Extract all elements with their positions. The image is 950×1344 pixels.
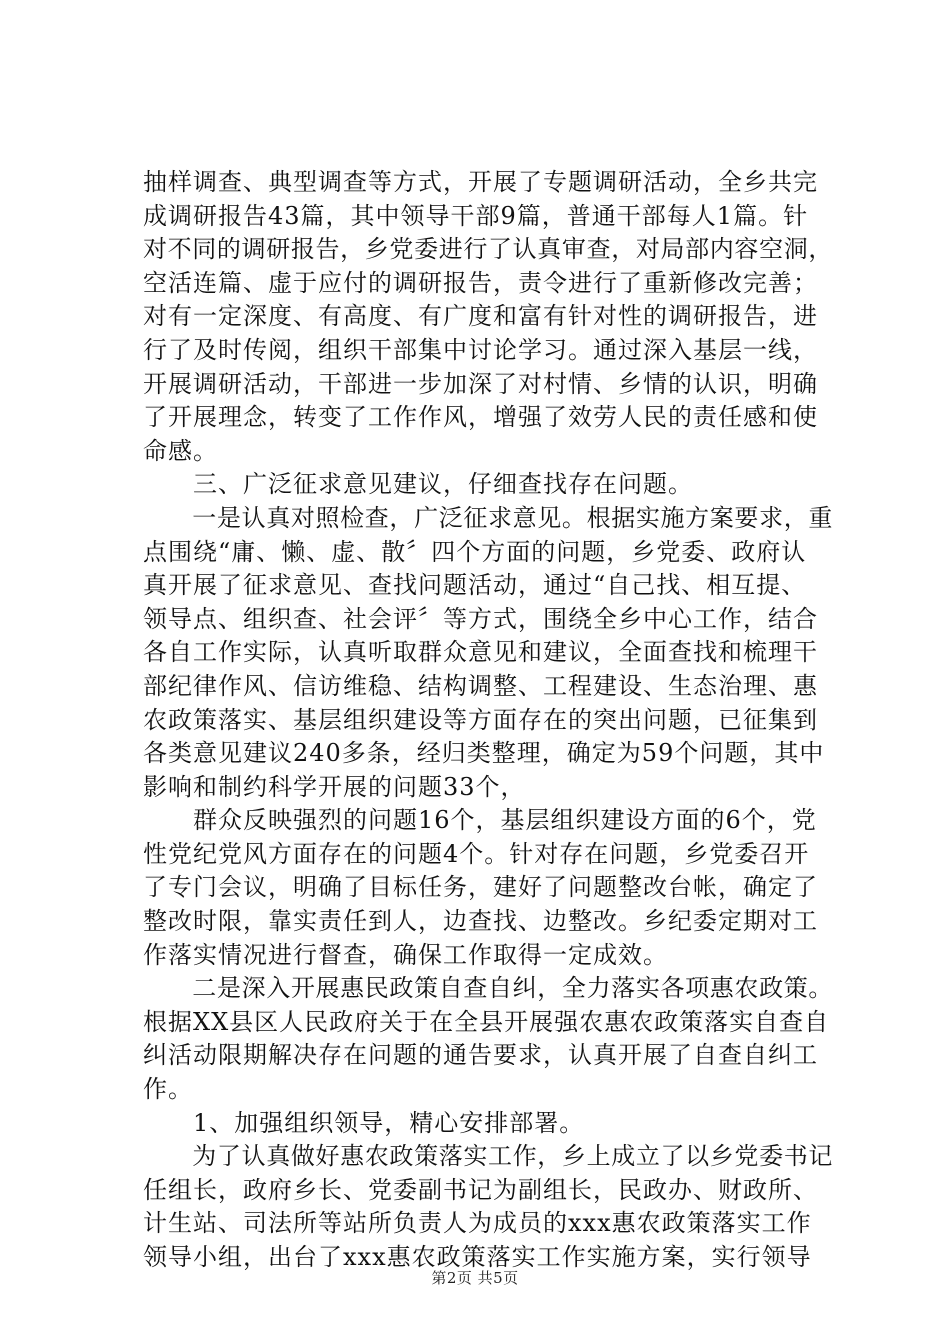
text-line: 农政策落实、基层组织建设等方面存在的突出问题，已征集到 bbox=[143, 705, 818, 734]
body-text bbox=[143, 166, 833, 1275]
text-line: 点围绕“庸、懒、虚、散〞四个方面的问题，乡党委、政府认 bbox=[143, 537, 807, 566]
page-footer: 第2页 共5页 bbox=[431, 1269, 519, 1287]
text-line: 行了及时传阅，组织干部集中讨论学习。通过深入基层一线， bbox=[143, 335, 818, 364]
text-line: 整改时限，靠实责任到人，边查找、边整改。乡纪委定期对工 bbox=[143, 907, 818, 936]
text-line: 成调研报告43篇，其中领导干部9篇，普通干部每人1篇。针 bbox=[143, 201, 809, 230]
text-line: 对不同的调研报告，乡党委进行了认真审查，对局部内容空洞， bbox=[143, 235, 833, 264]
text-line: 一是认真对照检查，广泛征求意见。根据实施方案要求，重 bbox=[143, 503, 833, 532]
text-line: 纠活动限期解决存在问题的通告要求，认真开展了自查自纠工 bbox=[143, 1041, 818, 1070]
text-line: 各类意见建议240多条，经归类整理，确定为59个问题，其中 bbox=[143, 739, 825, 768]
text-line: 根据XX县区人民政府关于在全县开展强农惠农政策落实自查自 bbox=[143, 1007, 830, 1036]
text-line: 作落实情况进行督查，确保工作取得一定成效。 bbox=[143, 940, 668, 969]
text-line: 作。 bbox=[143, 1075, 193, 1104]
text-line: 领导点、组织查、社会评〞等方式，围绕全乡中心工作，结合 bbox=[143, 604, 818, 633]
text-line: 任组长，政府乡长、党委副书记为副组长，民政办、财政所、 bbox=[143, 1175, 818, 1204]
text-line: 真开展了征求意见、查找问题活动，通过“自己找、相互提、 bbox=[143, 571, 807, 600]
text-line: 三、广泛征求意见建议，仔细查找存在问题。 bbox=[143, 470, 693, 499]
text-line: 性党纪党风方面存在的问题4个。针对存在问题，乡党委召开 bbox=[143, 839, 810, 868]
text-line: 影响和制约科学开展的问题33个， bbox=[143, 772, 526, 801]
text-line: 对有一定深度、有高度、有广度和富有针对性的调研报告，进 bbox=[143, 302, 818, 331]
text-line: 为了认真做好惠农政策落实工作，乡上成立了以乡党委书记 bbox=[143, 1142, 833, 1171]
text-line: 领导小组，出台了xxx惠农政策落实工作实施方案，实行领导 bbox=[143, 1243, 812, 1271]
text-line: 计生站、司法所等站所负责人为成员的xxx惠农政策落实工作 bbox=[143, 1209, 812, 1238]
text-line: 命感。 bbox=[143, 436, 218, 465]
text-line: 群众反映强烈的问题16个，基层组织建设方面的6个，党 bbox=[143, 806, 817, 835]
text-line: 各自工作实际，认真听取群众意见和建议，全面查找和梳理干 bbox=[143, 638, 818, 667]
text-line: 1、加强组织领导，精心安排部署。 bbox=[143, 1108, 585, 1137]
text-line: 了专门会议，明确了目标任务，建好了问题整改台帐，确定了 bbox=[143, 873, 818, 902]
text-line: 抽样调查、典型调查等方式，开展了专题调研活动，全乡共完 bbox=[143, 168, 818, 196]
text-line: 部纪律作风、信访维稳、结构调整、工程建设、生态治理、惠 bbox=[143, 671, 818, 700]
text-line: 开展调研活动，干部进一步加深了对村情、乡情的认识，明确 bbox=[143, 369, 818, 398]
text-line: 了开展理念，转变了工作作风，增强了效劳人民的责任感和使 bbox=[143, 403, 818, 432]
text-line: 空活连篇、虚于应付的调研报告，责令进行了重新修改完善； bbox=[143, 268, 818, 297]
text-line: 二是深入开展惠民政策自查自纠，全力落实各项惠农政策。 bbox=[143, 974, 833, 1003]
